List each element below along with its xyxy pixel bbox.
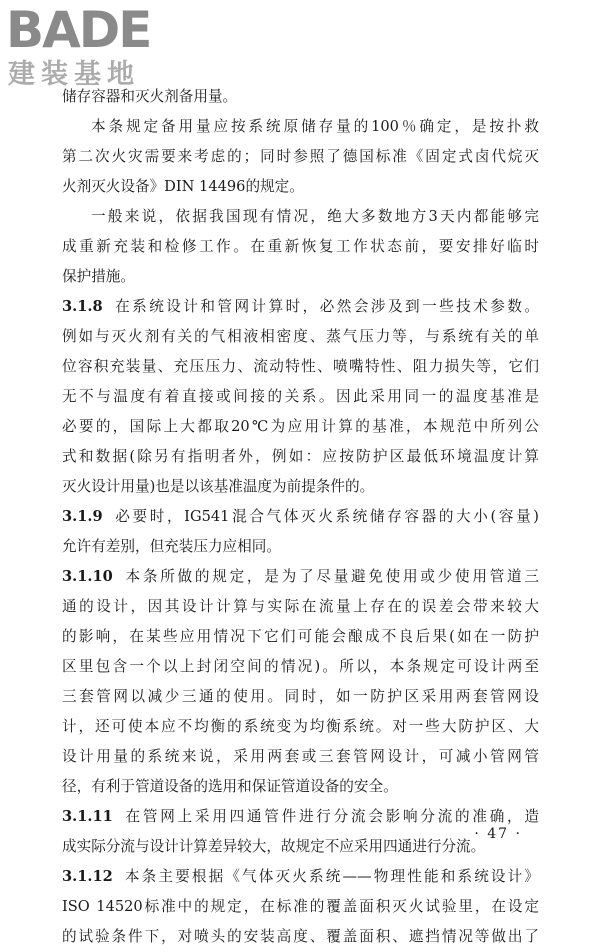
text-line: 一般来说，依据我国现有情况，绝大多数地方3天内都能够完 <box>91 208 539 225</box>
section-3-1-8 <box>62 292 539 502</box>
text-line: ISO 14520标准中的规定，在标准的覆盖面积灭火试验里，在设定 <box>62 898 539 915</box>
text-line: 区里包含一个以上封闭空间的情况)。所以，本条规定可设计两至 <box>62 658 539 675</box>
logo-subtitle: 建装基地 <box>8 59 140 90</box>
paragraph-backup-quantity <box>62 112 539 202</box>
text-line: 例如与灭火剂有关的气相液相密度、蒸气压力等，与系统有关的单 <box>62 328 539 345</box>
text-line: 储存容器和灭火剂备用量。 <box>62 88 238 105</box>
section-3-1-12 <box>62 862 539 952</box>
text-line: 允许有差别，但充装压力应相同。 <box>62 538 281 555</box>
text-line: 本条所做的规定，是为了尽量避免使用或少使用管道三 <box>122 568 539 585</box>
text-line: 式和数据(除另有指明者外，例如：应按防护区最低环境温度计算 <box>62 448 539 465</box>
text-line: 必要的，国际上大都取20℃为应用计算的基准，本规范中所列公 <box>62 418 539 435</box>
section-number: 3.1.8 <box>62 298 103 315</box>
logo-wordmark: BADE <box>6 1 151 59</box>
text-line: 保护措施。 <box>62 268 135 285</box>
text-line: 位容积充装量、充压压力、流动特性、喷嘴特性、阻力损失等，它们 <box>62 358 539 375</box>
text-line: 成重新充装和检修工作。在重新恢复工作状态前，要安排好临时 <box>62 238 539 255</box>
section-number: 3.1.9 <box>62 508 103 525</box>
text-line: 本条主要根据《气体灭火系统——物理性能和系统设计》 <box>122 868 539 885</box>
text-line: 第二次火灾需要来考虑的；同时参照了德国标准《固定式卤代烷灭 <box>62 148 539 165</box>
text-line: 计，还可使本应不均衡的系统变为均衡系统。对一些大防护区、大 <box>62 718 539 735</box>
text-line: 的试验条件下，对喷头的安装高度、覆盖面积、遮挡情况等做出了 <box>62 928 539 945</box>
section-3-1-9 <box>62 502 539 562</box>
text-line: 三套管网以减少三通的使用。同时，如一防护区采用两套管网设 <box>62 688 539 705</box>
text-line: 在系统设计和管网计算时，必然会涉及到一些技术参数。 <box>112 298 539 315</box>
section-3-1-11 <box>62 802 539 862</box>
section-number: 3.1.10 <box>62 568 113 585</box>
text-line: 火剂灭火设备》DIN 14496的规定。 <box>62 178 304 195</box>
text-line: 成实际分流与设计计算差异较大，故规定不应采用四通进行分流。 <box>62 838 486 855</box>
page-body <box>62 82 539 952</box>
text-line: 的影响，在某些应用情况下它们可能会酿成不良后果(如在一防护 <box>62 628 539 645</box>
section-3-1-10 <box>62 562 539 802</box>
page-number: · 47 · <box>474 826 522 842</box>
text-line: 必要时，IG541混合气体灭火系统储存容器的大小(容量) <box>112 508 539 525</box>
section-number: 3.1.11 <box>62 808 113 825</box>
text-line: 设计用量的系统来说，采用两套或三套管网设计，可减小管网管 <box>62 748 539 765</box>
text-line: 通的设计，因其设计计算与实际在流量上存在的误差会带来较大 <box>62 598 539 615</box>
text-line: 径，有利于管道设备的选用和保证管道设备的安全。 <box>62 778 398 795</box>
text-line: 无不与温度有着直接或间接的关系。因此采用同一的温度基准是 <box>62 388 539 405</box>
text-line: 灭火设计用量)也是以该基准温度为前提条件的。 <box>62 478 375 495</box>
bade-logo <box>6 1 206 94</box>
section-number: 3.1.12 <box>62 868 113 885</box>
text-line: 在管网上采用四通管件进行分流会影响分流的准确，造 <box>122 808 539 825</box>
text-line: 本条规定备用量应按系统原储存量的100％确定，是按扑救 <box>91 118 539 135</box>
paragraph-recharge <box>62 202 539 292</box>
